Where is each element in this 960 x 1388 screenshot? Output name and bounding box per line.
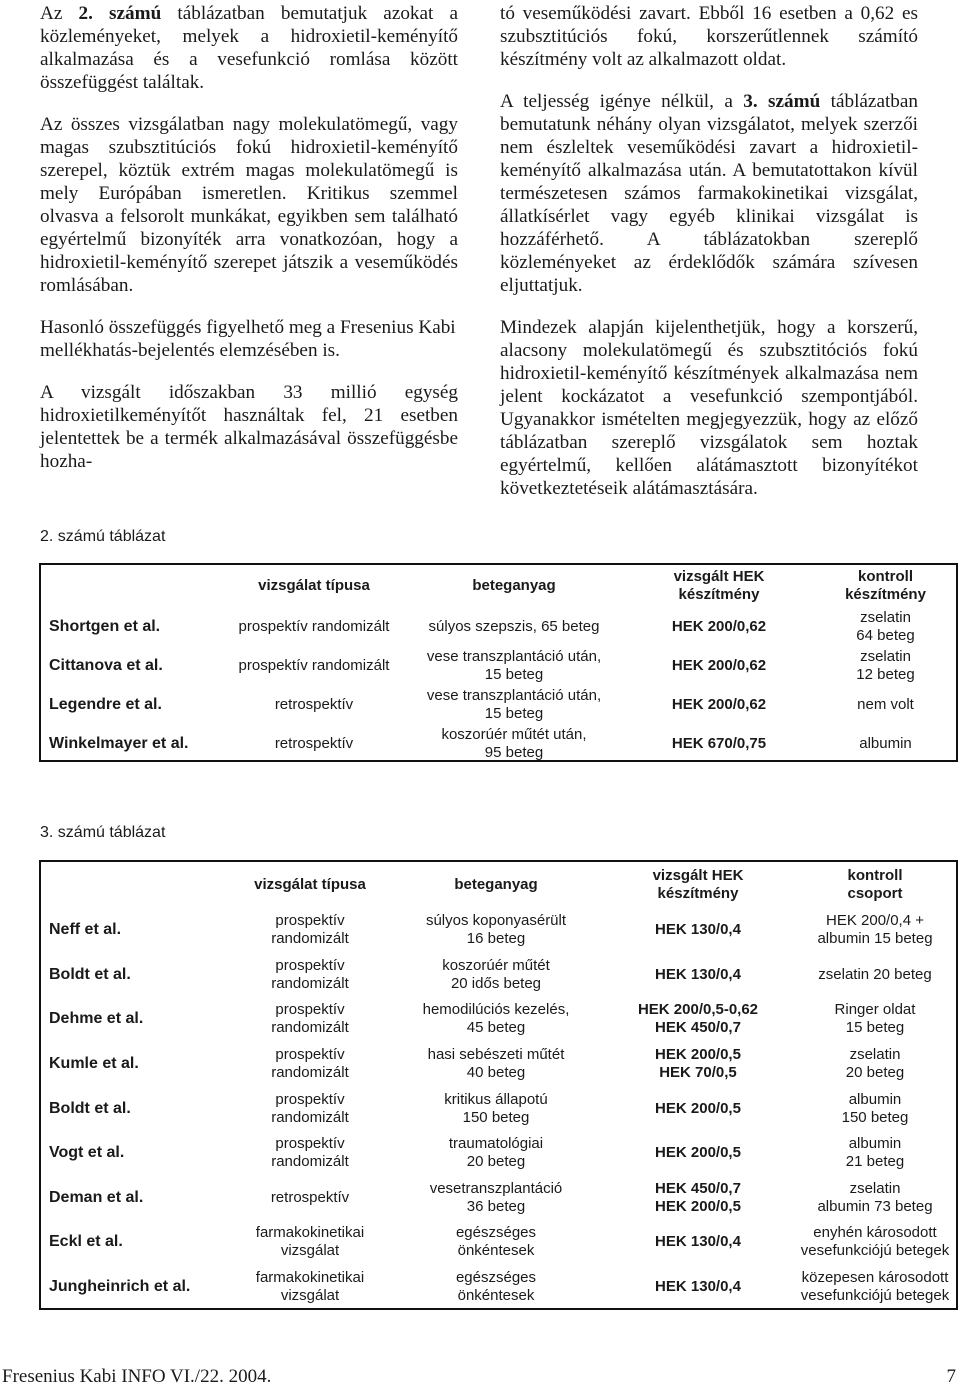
cell-product: HEK 200/0,62	[671, 695, 767, 713]
cell-patients: vese transzplantáció után, 15 beteg	[426, 686, 602, 722]
cell-control: nem volt	[857, 695, 914, 713]
cell-author: Jungheinrich et al.	[49, 1278, 191, 1296]
cell-patients: traumatológiai 20 beteg	[448, 1135, 544, 1171]
cell-patients: hemodilúciós kezelés, 45 beteg	[422, 1001, 570, 1037]
header-study-type: vizsgálat típusa	[258, 577, 370, 594]
cell-patients: kritikus állapotú 150 beteg	[444, 1090, 548, 1126]
cell-patients: súlyos szepszis, 65 beteg	[428, 617, 600, 635]
paragraph-conclusion: Mindezek alapján kijelenthetjük, hogy a korszerű, alacsony molekulatömegű és szubsztitóciós fokú hidroxietil-keményítő készítmények alkalmazása nem jelent kockázatot a vesefunkció szempontjából. Ugyanakkor ismételten megjegyezzük, hogy az előző táblázatban szereplő vizsgálatok sem hoztak egyértelmű, kellően alátámasztott bizonyítékot következtetéseik alátámasztására.	[500, 317, 918, 499]
table2-row	[41, 646, 956, 685]
cell-study-type: prospektív randomizált	[271, 1090, 349, 1126]
cell-study-type: prospektív randomizált	[238, 617, 390, 635]
cell-product: HEK 130/0,4	[655, 921, 741, 939]
header-author	[41, 864, 226, 906]
cell-study-type: prospektív randomizált	[238, 656, 390, 674]
table2-row	[41, 685, 956, 724]
table2	[39, 563, 958, 762]
header-control: kontroll csoport	[847, 867, 903, 902]
cell-product: HEK 200/0,5	[655, 1144, 741, 1162]
cell-control: HEK 200/0,4 + albumin 15 beteg	[817, 912, 933, 948]
cell-control: albumin 21 beteg	[845, 1135, 905, 1171]
header-study-type: vizsgálat típusa	[254, 876, 366, 893]
cell-study-type: retrospektív	[274, 734, 354, 752]
cell-author: Boldt et al.	[49, 965, 131, 983]
paragraph-studies-summary: Az összes vizsgálatban nagy molekulatömegű, vagy magas szubsztitúciós fokú hidroxietil-keményítő szerepel, köztük extrém magas molekulatömegű is mely Európában ismeretlen. Kritikus szemmel olvasva a felsorolt munkákat, egyikben sem található egyértelmű bizonyíték arra vonatkozóan, hogy a hidroxietil-keményítő szerepet játszik a veseműködés romlásában.	[40, 114, 458, 296]
footer-publication: Fresenius Kabi INFO VI./22. 2004.	[2, 1366, 272, 1387]
cell-control: albumin	[859, 734, 912, 752]
header-product: vizsgált HEK készítmény	[652, 867, 744, 902]
cell-control: zselatin 64 beteg	[856, 608, 915, 644]
cell-product: HEK 130/0,4	[655, 1278, 741, 1296]
cell-control: zselatin 20 beteg	[818, 965, 932, 983]
table3-row	[41, 1265, 956, 1310]
cell-study-type: prospektív randomizált	[271, 1135, 349, 1171]
cell-control: közepesen károsodott vesefunkciójú betegek	[800, 1269, 950, 1305]
cell-product: HEK 450/0,7 HEK 200/0,5	[655, 1179, 741, 1215]
table2-reference: 2. számú	[78, 3, 162, 24]
header-patients: beteganyag	[472, 577, 556, 594]
cell-author: Shortgen et al.	[49, 617, 161, 635]
table3-row	[41, 1131, 956, 1176]
cell-author: Dehme et al.	[49, 1010, 144, 1028]
cell-author: Boldt et al.	[49, 1099, 131, 1117]
cell-patients: vese transzplantáció után, 15 beteg	[426, 647, 602, 683]
cell-study-type: retrospektív	[274, 695, 354, 713]
header-patients: beteganyag	[454, 876, 538, 893]
cell-control: enyhén károsodott vesefunkciójú betegek	[800, 1224, 950, 1260]
cell-author: Winkelmayer et al.	[49, 734, 189, 752]
table3-reference: 3. számú	[743, 91, 821, 112]
page-number: 7	[946, 1366, 956, 1387]
table2-row	[41, 724, 956, 763]
cell-author: Legendre et al.	[49, 695, 162, 713]
cell-product: HEK 200/0,62	[671, 617, 767, 635]
cell-patients: egészséges önkéntesek	[455, 1269, 537, 1305]
cell-product: HEK 670/0,75	[671, 734, 767, 752]
right-text-column	[500, 0, 918, 519]
cell-author: Neff et al.	[49, 921, 122, 939]
cell-author: Kumle et al.	[49, 1055, 139, 1073]
cell-product: HEK 130/0,4	[655, 1233, 741, 1251]
cell-author: Eckl et al.	[49, 1233, 123, 1251]
table3-row	[41, 997, 956, 1042]
cell-study-type: retrospektív	[270, 1188, 350, 1206]
cell-control: zselatin 12 beteg	[856, 647, 915, 683]
table3-header-row	[41, 864, 956, 906]
cell-control: zselatin 20 beteg	[845, 1046, 905, 1082]
cell-author: Cittanova et al.	[49, 656, 163, 674]
cell-product: HEK 130/0,4	[655, 965, 741, 983]
header-author	[41, 567, 219, 605]
table3	[39, 860, 958, 1310]
table3-row	[41, 1220, 956, 1265]
table3-caption: 3. számú táblázat	[40, 824, 166, 841]
cell-study-type: farmakokinetikai vizsgálat	[255, 1269, 365, 1305]
cell-product: HEK 200/0,5-0,62 HEK 450/0,7	[637, 1001, 759, 1037]
cell-study-type: prospektív randomizált	[271, 912, 349, 948]
paragraph-intro-table3: A teljesség igénye nélkül, a 3. számú táblázatban bemutatunk néhány olyan vizsgálatot, melyek szerzői nem észleltek veseműködési zavart a hidroxietil-keményítő alkalmazása után. A bemutatottakon kívül természetesen számos farmakokinetikai vizsgálat, állatkísérlet vagy egyéb klinikai vizsgálat is hozzáférhető. A táblázatokban szereplő közleményeket az érdeklődők számára szívesen eljuttatjuk.	[500, 91, 918, 296]
table3-row	[41, 953, 956, 998]
cell-patients: hasi sebészeti műtét 40 beteg	[427, 1046, 565, 1082]
table2-caption: 2. számú táblázat	[40, 528, 166, 545]
cell-patients: koszorúér műtét 20 idős beteg	[442, 956, 550, 992]
cell-study-type: farmakokinetikai vizsgálat	[255, 1224, 365, 1260]
cell-control: zselatin albumin 73 beteg	[817, 1179, 933, 1215]
table3-row	[41, 1042, 956, 1087]
header-product: vizsgált HEK készítmény	[673, 568, 765, 603]
cell-study-type: prospektív randomizált	[271, 1046, 349, 1082]
cell-patients: egészséges önkéntesek	[455, 1224, 537, 1260]
cell-control: albumin 150 beteg	[841, 1090, 909, 1126]
cell-patients: koszorúér műtét után, 95 beteg	[441, 725, 587, 761]
paragraph-period-usage: A vizsgált időszakban 33 millió egység hidroxietilkeményítőt használtak fel, 21 esetben jelentettek be a termék alkalmazásával összefüggésbe hozha-	[40, 382, 458, 472]
table3-row	[41, 1176, 956, 1221]
paragraph-continuation: tó veseműködési zavart. Ebből 16 esetben a 0,62 es szubsztitúciós fokú, korszerűtlennek számító készítmény volt az alkalmazott oldat.	[500, 3, 918, 70]
table2-row	[41, 607, 956, 646]
cell-study-type: prospektív randomizált	[271, 956, 349, 992]
cell-control: Ringer oldat 15 beteg	[834, 1001, 916, 1037]
left-text-column	[40, 0, 458, 492]
cell-product: HEK 200/0,5	[655, 1099, 741, 1117]
table3-row	[41, 1086, 956, 1131]
paragraph-fresenius-analysis: Hasonló összefüggés figyelhető meg a Fresenius Kabi mellékhatás-bejelentés elemzésében is.	[40, 317, 456, 361]
table3-row	[41, 908, 956, 953]
cell-product: HEK 200/0,62	[671, 656, 767, 674]
header-control: kontroll készítmény	[845, 568, 926, 603]
cell-patients: súlyos koponyasérült 16 beteg	[425, 912, 567, 948]
cell-product: HEK 200/0,5 HEK 70/0,5	[655, 1046, 741, 1082]
paragraph-intro-table2: Az 2. számú táblázatban bemutatjuk azokat a közleményeket, melyek a hidroxietil-keményítő alkalmazása és a vesefunkció romlása között összefüggést találtak.	[40, 3, 459, 93]
table2-header-row	[41, 567, 956, 605]
cell-patients: vesetranszplantáció 36 beteg	[429, 1179, 563, 1215]
cell-author: Vogt et al.	[49, 1144, 125, 1162]
cell-study-type: prospektív randomizált	[271, 1001, 349, 1037]
cell-author: Deman et al.	[49, 1188, 144, 1206]
